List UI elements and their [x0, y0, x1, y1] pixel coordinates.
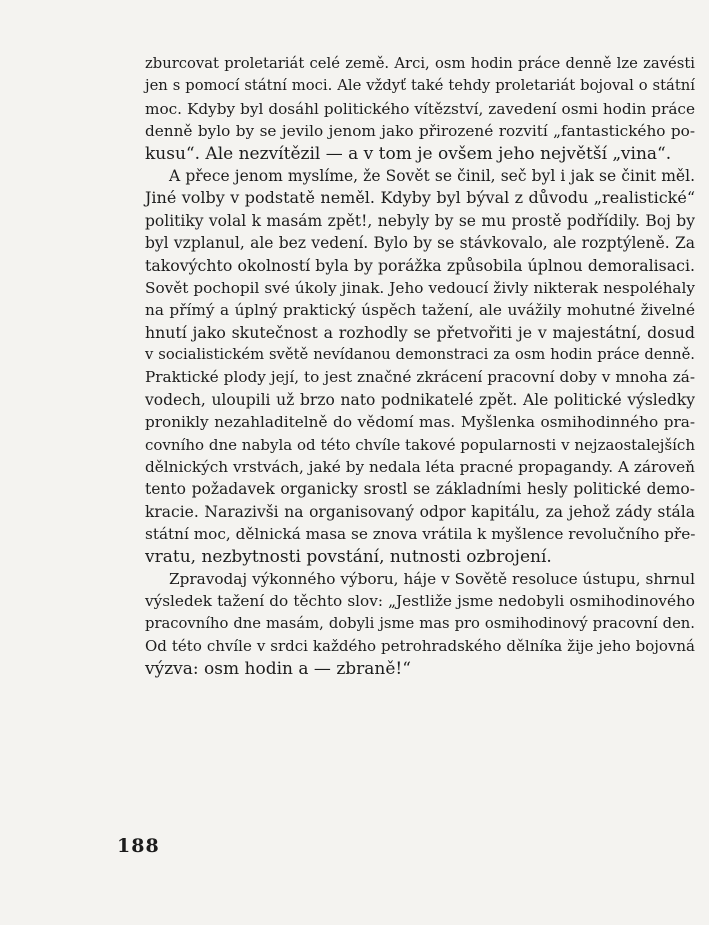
text-line: na přímý a úplný praktický úspěch tažení, ale uvážily mohutné živelné [145, 301, 695, 320]
text-line: vodech, uloupili už brzo nato podnikatelé zpět. Ale politické výsledky [145, 390, 695, 409]
text-line: Zpravodaj výkonného výboru, háje v Sovětě resoluce ústupu, shrnul [169, 569, 695, 588]
text-line: Jiné volby v podstatě neměl. Kdyby byl býval z důvodu „realistické“ [145, 188, 695, 208]
text-line: takovýchto okolností byla by porážka způsobila úplnou demoralisaci. [145, 255, 695, 275]
text-line: výsledek tažení do těchto slov: „Jestliže jsme nedobyli osmihodinového [145, 592, 695, 611]
text-line: pracovního dne masám, dobyli jsme mas pro osmihodinový pracovní den. [145, 614, 695, 632]
body-text [145, 53, 695, 680]
text-line: pronikly nezahladitelně do vědomí mas. Myšlenka osmihodinného pra- [145, 413, 695, 432]
text-line: denně bylo by se jevilo jenom jako přirozené rozvití „fantastického po- [145, 122, 695, 141]
text-line: Od této chvíle v srdci každého petrohradského dělníka žije jeho bojovná [145, 637, 695, 656]
text-line: v socialistickém světě nevídanou demonstraci za osm hodin práce denně. [145, 346, 695, 364]
text-line: Sovět pochopil své úkoly jinak. Jeho vedoucí živly nikterak nespoléhaly [145, 278, 695, 297]
text-line: dělnických vrstvách, jaké by nedala léta pracné propagandy. A zároveň [145, 458, 695, 477]
text-line: tento požadavek organicky srostl se základními hesly politické demo- [145, 480, 695, 499]
text-line: vratu, nezbytnosti povstání, nutnosti ozbrojení. [145, 546, 552, 567]
text-line: jen s pomocí státní moci. Ale vždyť také tehdy proletariát bojoval o státní [145, 77, 695, 95]
text-line: politiky volal k masám zpět!, nebyly by se mu prostě podřídily. Boj by [145, 211, 695, 230]
text-line: covního dne nabyla od této chvíle takové popularnosti v nejzaostalejších [145, 435, 695, 454]
text-line: kracie. Narazivši na organisovaný odpor kapitálu, za jehož zády stála [145, 502, 695, 521]
text-line: Praktické plody její, to jest značné zkrácení pracovní doby v mnoha zá- [145, 368, 695, 387]
text-line: kusu“. Ale nezvítězil — a v tom je ovšem jeho největší „vina“. [145, 143, 672, 164]
text-line: byl vzplanul, ale bez vedení. Bylo by se stávkovalo, ale rozptýleně. Za [145, 234, 695, 253]
text-line: zburcovat proletariát celé země. Arci, osm hodin práce denně lze zavésti [145, 55, 695, 72]
text-line: moc. Kdyby byl dosáhl politického vítězství, zavedení osmi hodin práce [145, 99, 695, 118]
text-line: výzva: osm hodin a — zbraně!“ [145, 658, 411, 679]
text-line: A přece jenom myslíme, že Sovět se činil, seč byl i jak se činit měl. [169, 166, 695, 185]
text-line: státní moc, dělnická masa se znova vrátila k myšlence revolučního pře- [145, 525, 696, 544]
text-line: hnutí jako skutečnost a rozhodly se přetvořiti je v majestátní, dosud [145, 322, 695, 342]
page-number: 188 [117, 835, 160, 857]
